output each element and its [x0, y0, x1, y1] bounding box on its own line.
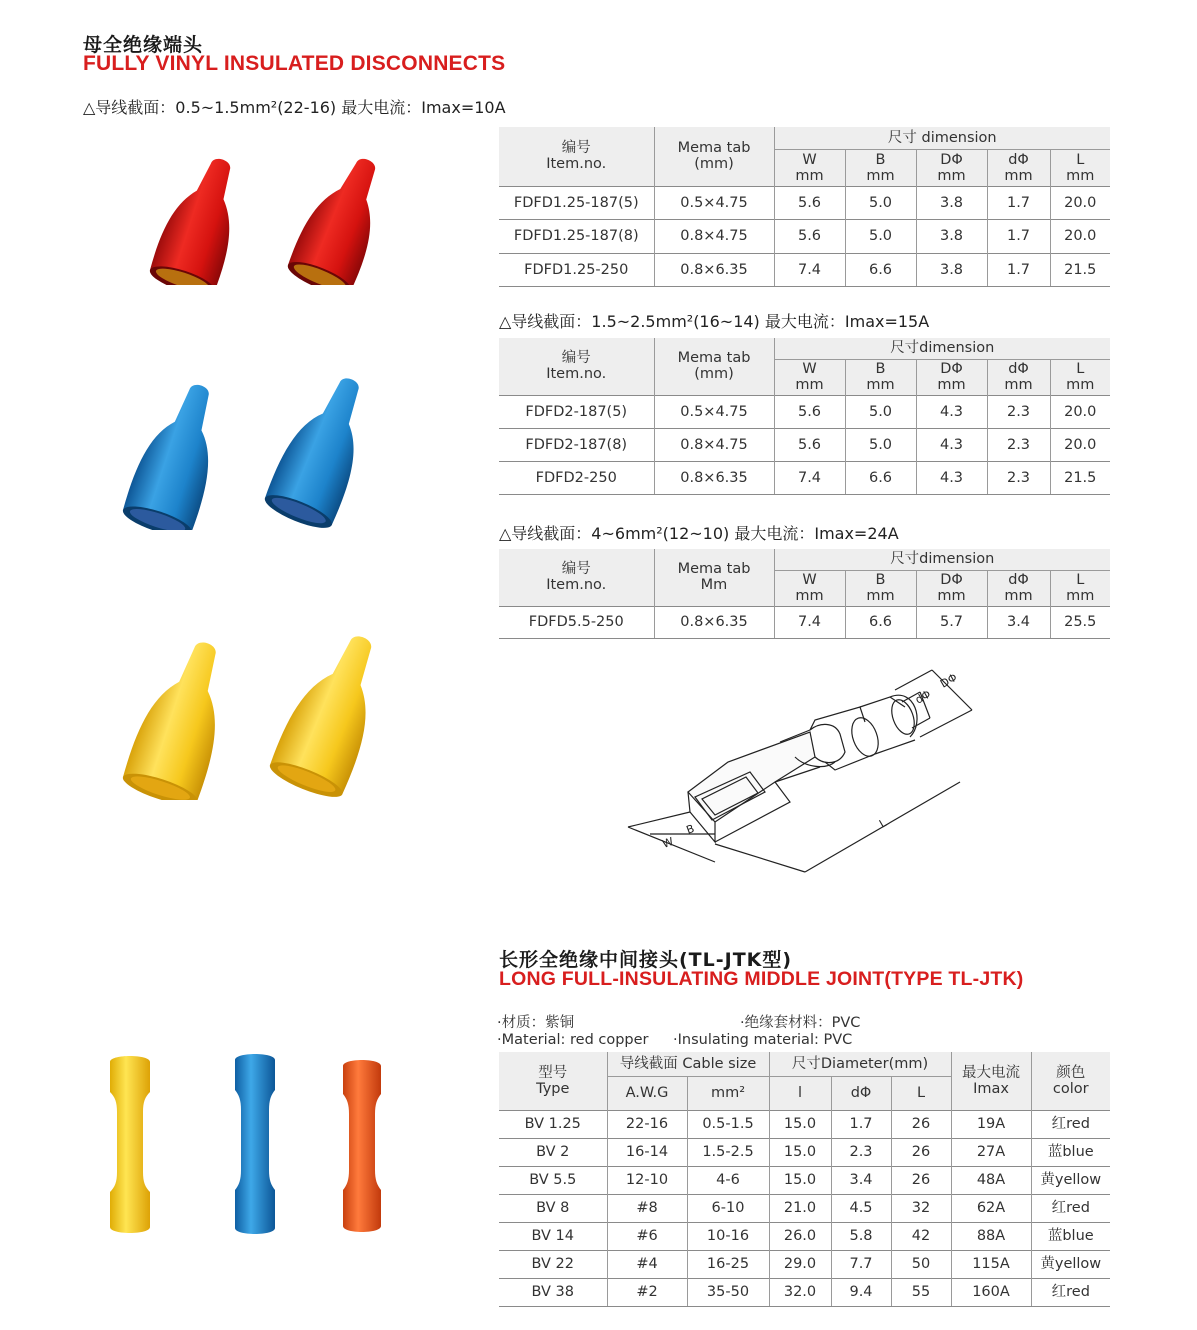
header-item-en: Item.no.	[546, 156, 607, 173]
col-b: B	[875, 151, 886, 168]
spec-table-2	[499, 338, 1110, 495]
unit: mm	[795, 377, 824, 393]
cell: 12-10	[607, 1166, 687, 1194]
table-row	[499, 395, 1110, 428]
cell: 3.8	[916, 219, 987, 253]
cell: 7.7	[831, 1250, 891, 1278]
cell: 25.5	[1050, 606, 1110, 638]
unit: mm	[1066, 377, 1095, 393]
table-row	[499, 428, 1110, 461]
cell: 5.6	[774, 395, 845, 428]
cell: 1.5-2.5	[687, 1138, 769, 1166]
header-tab-unit: (mm)	[694, 156, 734, 173]
cell: 4.3	[916, 428, 987, 461]
cell: 15.0	[769, 1166, 831, 1194]
unit: mm	[1004, 167, 1033, 184]
header-tab: Mema tab	[677, 350, 751, 367]
cell: FDFD2-250	[499, 461, 654, 494]
spec-table-3	[499, 549, 1110, 639]
col-length: L	[1076, 361, 1085, 377]
header-tab-unit: Mm	[700, 577, 728, 594]
cell: 3.8	[916, 186, 987, 219]
unit: mm	[866, 588, 895, 604]
table-row	[499, 186, 1110, 219]
header-item-cn: 编号	[561, 350, 591, 367]
table-row	[499, 1110, 1110, 1138]
cell: 50	[891, 1250, 951, 1278]
cell: 160A	[951, 1278, 1031, 1306]
col-awg: A.W.G	[607, 1076, 687, 1110]
cell: 4-6	[687, 1166, 769, 1194]
cell: #2	[607, 1278, 687, 1306]
col-outer-dia: DΦ	[940, 572, 963, 588]
cell: 3.4	[987, 606, 1050, 638]
cell: 26	[891, 1166, 951, 1194]
cell: 1.7	[831, 1110, 891, 1138]
cell: 0.5-1.5	[687, 1110, 769, 1138]
cell: 6.6	[845, 606, 916, 638]
cell: 5.0	[845, 428, 916, 461]
cell: 7.4	[774, 253, 845, 286]
cell: 2.3	[987, 461, 1050, 494]
header-item-en: Item.no.	[546, 366, 607, 383]
cell: FDFD1.25-187(5)	[499, 186, 654, 219]
header-imax-en: Imax	[973, 1080, 1009, 1097]
cell: 1.7	[987, 253, 1050, 286]
cell: 3.4	[831, 1166, 891, 1194]
col-b: B	[875, 572, 886, 588]
label-inner-diameter: dΦ	[913, 687, 934, 707]
col-inner-dia: dΦ	[1008, 572, 1029, 588]
cell: 20.0	[1050, 395, 1110, 428]
cell: 20.0	[1050, 428, 1110, 461]
cell: 0.8×6.35	[654, 461, 774, 494]
cell: 0.5×4.75	[654, 395, 774, 428]
label-b: B	[684, 822, 697, 837]
table-row	[499, 1250, 1110, 1278]
table-row	[499, 1222, 1110, 1250]
header-tab: Mema tab	[677, 140, 751, 157]
unit: mm	[937, 167, 966, 184]
spec-line-3: △导线截面：4~6mm²(12~10) 最大电流：Imax=24A	[499, 524, 899, 543]
cell: 21.0	[769, 1194, 831, 1222]
header-type-en: Type	[536, 1080, 570, 1097]
header-item-cn: 编号	[561, 561, 591, 578]
cell: #8	[607, 1194, 687, 1222]
table-row	[499, 1278, 1110, 1306]
cell: 55	[891, 1278, 951, 1306]
cell: 0.8×6.35	[654, 253, 774, 286]
header-dimension: 尺寸dimension	[774, 549, 1110, 570]
col-outer-dia: DΦ	[940, 151, 963, 168]
cell: 6.6	[845, 253, 916, 286]
cell: 5.0	[845, 219, 916, 253]
cell: #4	[607, 1250, 687, 1278]
dimension-diagram	[620, 662, 980, 887]
cell: 21.5	[1050, 253, 1110, 286]
cell: 32	[891, 1194, 951, 1222]
cell: 20.0	[1050, 219, 1110, 253]
cell: BV 38	[499, 1278, 607, 1306]
header-type-cn: 型号	[538, 1064, 568, 1081]
butt-connectors-image	[105, 1052, 395, 1237]
cell: 26	[891, 1138, 951, 1166]
unit: mm	[795, 588, 824, 604]
yellow-disconnect-image	[108, 605, 408, 800]
unit: mm	[1066, 167, 1095, 184]
unit: mm	[866, 167, 895, 184]
cell: 6.6	[845, 461, 916, 494]
section1-title-cn: 母全绝缘端头	[83, 34, 204, 56]
cell: 62A	[951, 1194, 1031, 1222]
col-inner-dia: dΦ	[831, 1076, 891, 1110]
insulation-note-cn: ·绝缘套材料：PVC	[740, 1015, 861, 1031]
material-note-en: ·Material: red copper	[497, 1032, 649, 1048]
label-w: W	[660, 834, 676, 851]
spec-line-2: △导线截面：1.5~2.5mm²(16~14) 最大电流：Imax=15A	[499, 312, 930, 331]
cell: 5.6	[774, 428, 845, 461]
col-length: L	[891, 1076, 951, 1110]
label-l: L	[877, 816, 889, 831]
header-color-cn: 颜色	[1056, 1064, 1086, 1081]
cell: 27A	[951, 1138, 1031, 1166]
cell: 4.3	[916, 395, 987, 428]
col-b: B	[875, 361, 886, 377]
cell: 7.4	[774, 606, 845, 638]
cell: 7.4	[774, 461, 845, 494]
cell: 0.8×6.35	[654, 606, 774, 638]
header-imax-cn: 最大电流	[962, 1064, 1021, 1081]
cell: 1.7	[987, 219, 1050, 253]
cell: 15.0	[769, 1110, 831, 1138]
cell: 48A	[951, 1166, 1031, 1194]
col-w: W	[802, 572, 817, 588]
cell: 42	[891, 1222, 951, 1250]
table-row	[499, 253, 1110, 286]
unit: mm	[937, 588, 966, 604]
cell: 4.3	[916, 461, 987, 494]
cell: FDFD2-187(8)	[499, 428, 654, 461]
cell: BV 22	[499, 1250, 607, 1278]
section1-title-en: FULLY VINYL INSULATED DISCONNECTS	[83, 52, 506, 75]
cell: 1.7	[987, 186, 1050, 219]
col-length: L	[1076, 151, 1085, 168]
cell: FDFD5.5-250	[499, 606, 654, 638]
cell: 26	[891, 1110, 951, 1138]
unit: mm	[795, 167, 824, 184]
header-cable-size: 导线截面 Cable size	[607, 1052, 769, 1076]
cell: BV 5.5	[499, 1166, 607, 1194]
cell: 15.0	[769, 1138, 831, 1166]
cell: 黄yellow	[1031, 1250, 1110, 1278]
cell: 5.6	[774, 219, 845, 253]
unit: mm	[1004, 377, 1033, 393]
col-w: W	[802, 151, 817, 168]
header-dimension: 尺寸 dimension	[774, 127, 1110, 149]
cell: BV 1.25	[499, 1110, 607, 1138]
section2-title-cn: 长形全绝缘中间接头(TL-JTK型)	[499, 949, 793, 971]
cell: 0.5×4.75	[654, 186, 774, 219]
unit: mm	[866, 377, 895, 393]
table-row	[499, 1166, 1110, 1194]
cell: 4.5	[831, 1194, 891, 1222]
joint-spec-table	[499, 1052, 1110, 1307]
col-l-small: l	[769, 1076, 831, 1110]
col-inner-dia: dΦ	[1008, 361, 1029, 377]
cell: 16-14	[607, 1138, 687, 1166]
cell: 黄yellow	[1031, 1166, 1110, 1194]
insulation-note-en: ·Insulating material: PVC	[673, 1032, 853, 1048]
cell: 5.0	[845, 186, 916, 219]
header-dimension: 尺寸dimension	[774, 338, 1110, 359]
cell: 红red	[1031, 1278, 1110, 1306]
cell: 3.8	[916, 253, 987, 286]
table-row	[499, 461, 1110, 494]
header-tab-unit: (mm)	[694, 366, 734, 383]
spec-table-1	[499, 127, 1110, 287]
col-mm2: mm²	[687, 1076, 769, 1110]
header-item-en: Item.no.	[546, 577, 607, 594]
cell: 22-16	[607, 1110, 687, 1138]
cell: 0.8×4.75	[654, 219, 774, 253]
col-outer-dia: DΦ	[940, 361, 963, 377]
cell: 6-10	[687, 1194, 769, 1222]
cell: 29.0	[769, 1250, 831, 1278]
cell: BV 8	[499, 1194, 607, 1222]
col-inner-dia: dΦ	[1008, 151, 1029, 168]
cell: 2.3	[831, 1138, 891, 1166]
cell: FDFD2-187(5)	[499, 395, 654, 428]
cell: 35-50	[687, 1278, 769, 1306]
cell: 26.0	[769, 1222, 831, 1250]
cell: 蓝blue	[1031, 1138, 1110, 1166]
cell: FDFD1.25-187(8)	[499, 219, 654, 253]
col-length: L	[1076, 572, 1085, 588]
red-disconnect-image	[120, 135, 410, 285]
cell: 115A	[951, 1250, 1031, 1278]
blue-disconnect-image	[105, 350, 395, 530]
cell: 5.8	[831, 1222, 891, 1250]
cell: 10-16	[687, 1222, 769, 1250]
cell: 5.7	[916, 606, 987, 638]
cell: 9.4	[831, 1278, 891, 1306]
cell: BV 14	[499, 1222, 607, 1250]
cell: 2.3	[987, 428, 1050, 461]
cell: 5.0	[845, 395, 916, 428]
label-outer-diameter: DΦ	[938, 670, 960, 691]
material-note-cn: ·材质：紫铜	[497, 1015, 575, 1031]
cell: 20.0	[1050, 186, 1110, 219]
unit: mm	[937, 377, 966, 393]
cell: 88A	[951, 1222, 1031, 1250]
cell: 5.6	[774, 186, 845, 219]
cell: 蓝blue	[1031, 1222, 1110, 1250]
unit: mm	[1004, 588, 1033, 604]
header-color-en: color	[1052, 1080, 1089, 1097]
cell: FDFD1.25-250	[499, 253, 654, 286]
header-diameter: 尺寸Diameter(mm)	[769, 1052, 951, 1076]
section2-title-en: LONG FULL-INSULATING MIDDLE JOINT(TYPE TL-JTK)	[499, 968, 1024, 990]
cell: BV 2	[499, 1138, 607, 1166]
cell: 19A	[951, 1110, 1031, 1138]
table-row	[499, 606, 1110, 638]
cell: 16-25	[687, 1250, 769, 1278]
cell: 2.3	[987, 395, 1050, 428]
col-w: W	[802, 361, 817, 377]
table-row	[499, 219, 1110, 253]
spec-line-1: △导线截面：0.5~1.5mm²(22-16) 最大电流：Imax=10A	[83, 98, 506, 117]
cell: 0.8×4.75	[654, 428, 774, 461]
header-item-cn: 编号	[561, 140, 591, 157]
unit: mm	[1066, 588, 1095, 604]
table-row	[499, 1138, 1110, 1166]
table-row	[499, 1194, 1110, 1222]
cell: #6	[607, 1222, 687, 1250]
header-tab: Mema tab	[677, 561, 751, 578]
cell: 21.5	[1050, 461, 1110, 494]
cell: 红red	[1031, 1194, 1110, 1222]
cell: 32.0	[769, 1278, 831, 1306]
cell: 红red	[1031, 1110, 1110, 1138]
